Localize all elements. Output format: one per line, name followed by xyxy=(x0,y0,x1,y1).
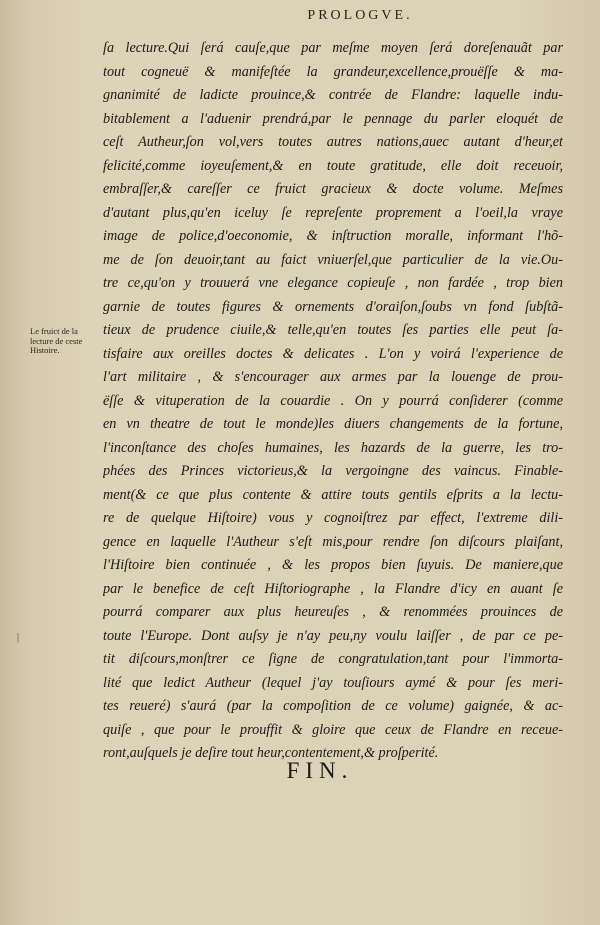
text-line: tes reueré) s'aurá (par la compoſition de ce volume) gaignée, & ac- xyxy=(103,698,563,714)
marginal-note-line: Le fruict de la xyxy=(30,326,78,336)
text-line: l'inconſtance des choſes humaines, les hazards de la guerre, les tro- xyxy=(103,439,563,456)
text-line: image de police,d'oeconomie, & inſtruction moralle, informant l'hõ- xyxy=(103,228,563,244)
text-line: ëſſe & vituperation de la couardie . On y pourrá conſiderer (comme xyxy=(103,392,563,409)
text-line: tit diſcours,monſtrer ce ſigne de congratulation,tant pour l'immorta- xyxy=(103,651,563,667)
text-line: ment(& ce que plus contente & attire touts gentils eſprits a la lectu- xyxy=(103,486,563,503)
text-line: ſa lecture.Qui ſerá cauſe,que par meſme moyen ſerá doreſenauãt par xyxy=(103,40,563,56)
text-line: phées des Princes victorieus,& la vergoingne des vaincus. Finable- xyxy=(103,463,563,479)
text-line: pourrá comparer aux plus heureuſes , & renommées prouinces de xyxy=(103,604,563,620)
text-line: d'autant plus,qu'en iceluy ſe repreſente proprement a l'oeil,la vraye xyxy=(103,204,563,221)
margin-tick: | xyxy=(17,632,20,643)
text-line: gence en laquelle l'Autheur s'eſt mis,pour rendre ſon diſcours plaiſant, xyxy=(103,533,563,550)
text-line: tieux de prudence ciuile,& telle,qu'en toutes ſes parties elle peut ſa- xyxy=(103,322,563,338)
text-line: ceſt Autheur,ſon vol,vers toutes autres nations,auec autant d'heur,et xyxy=(103,134,563,150)
text-line: felicité,comme ioyeuſement,& en toute gratitude, elle doit receuoir, xyxy=(103,157,563,174)
text-line: tout cogneuë & manifeſtée la grandeur,excellence,prouëſſe & ma- xyxy=(103,63,563,80)
text-line: par le benefice de ceſt Hiſtoriographe , la Flandre d'icy en auant ſe xyxy=(103,580,563,597)
marginal-note-line: Histoire. xyxy=(30,345,60,355)
text-line: gnanimité de ladicte prouince,& contrée de Flandre: laquelle indu- xyxy=(103,87,563,103)
text-line: l'art militaire , & s'encourager aux armes par la louenge de prou- xyxy=(103,369,563,385)
text-line: me de ſon deuoir,tant au faict vniuerſel,que particulier de la vie.Ou- xyxy=(103,251,563,268)
text-line: lité que ledict Autheur (lequel j'ay touſiours aymé & pour ſes meri- xyxy=(103,674,563,691)
fin-label: FIN. xyxy=(286,758,354,783)
text-line: embraſſer,& careſſer ce fruict gracieux & docte volume. Meſmes xyxy=(103,181,563,197)
text-line: re de quelque Hiſtoire) vous y cognoiſtrez par effect, l'extreme dili- xyxy=(103,510,563,526)
text-line: ront,auſquels je deſire tout heur,contentement,& proſperité. xyxy=(103,745,439,761)
text-line: garnie de toutes figures & ornements d'oraiſon,ſoubs vn fond ſubſtã- xyxy=(103,298,563,315)
text-line: tre ce,qu'on y trouuerá vne elegance copieuſe , non fardée , trop bien xyxy=(103,275,563,291)
fin-heading xyxy=(0,758,600,784)
text-line: bitablement a l'aduenir prendrá,par le pennage du parler eloquét de xyxy=(103,110,563,127)
running-title: PROLOGVE. xyxy=(307,8,413,23)
running-head xyxy=(0,8,600,24)
text-line: quiſe , que pour le prouffit & gloire que ceux de Flandre en receue- xyxy=(103,721,563,738)
text-line: l'Hiſtoire bien continuée , & les propos bien ſuyuis. De maniere,que xyxy=(103,557,563,573)
text-line: toute l'Europe. Dont auſsy je n'ay peu,ny voulu laiſſer , de par ce pe- xyxy=(103,627,563,644)
marginal-note-line: lecture de ceste xyxy=(30,335,83,346)
text-line: tisfaire aux oreilles doctes & delicates . L'on y voirá l'experience de xyxy=(103,345,563,362)
marginal-note xyxy=(30,327,102,356)
text-line: en vn theatre de tout le monde)les diuers changements de la fortune, xyxy=(103,416,563,432)
prologue-text xyxy=(103,37,563,766)
